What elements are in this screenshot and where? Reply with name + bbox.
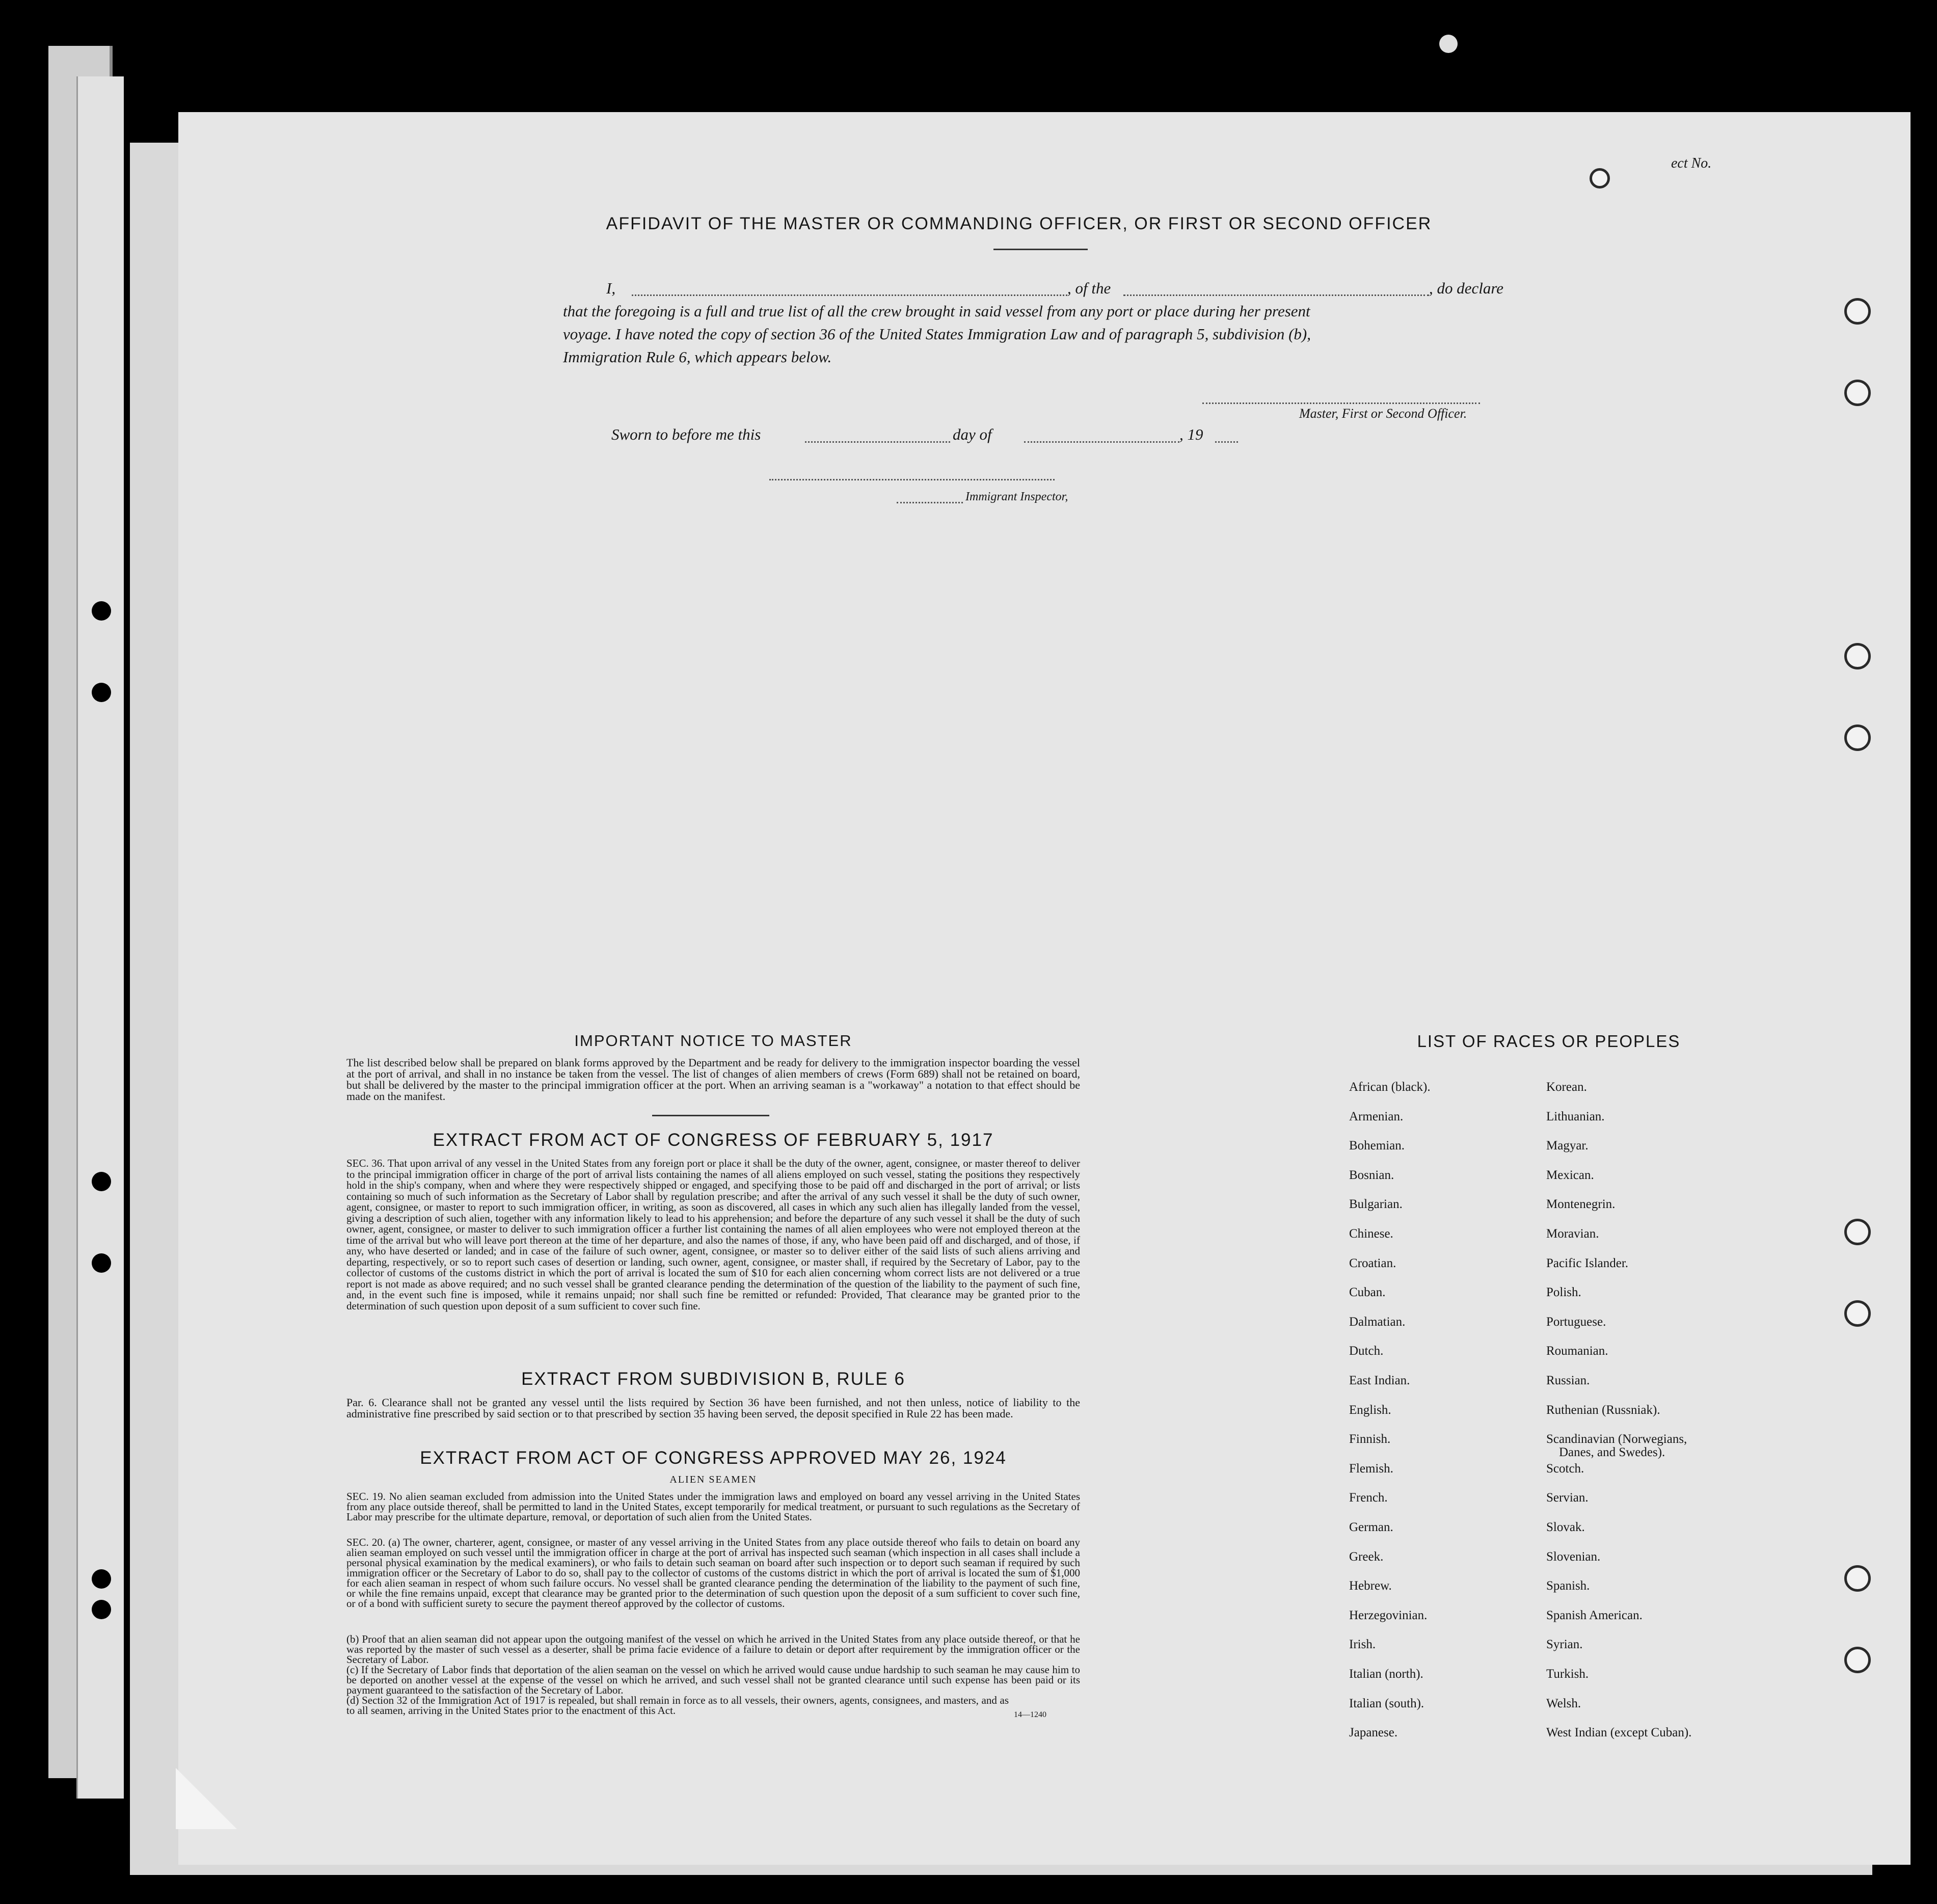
section-20c-text: (c) If the Secretary of Labor finds that deportation of the alien seaman on the vessel on which he arrived would cause undue hardship to such seaman he may cause him to be deported on another vessel at the expense of the vessel on which he arrived, and such vessel shall not be granted clearance until such expense has been paid or its payment guaranteed to the satisfaction of the Secretary of Labor. — [346, 1664, 1080, 1696]
race-item: Korean. — [1546, 1080, 1587, 1094]
notice-title: IMPORTANT NOTICE TO MASTER — [574, 1032, 852, 1050]
race-item: Welsh. — [1546, 1696, 1581, 1710]
day-of-label: day of — [953, 425, 992, 443]
punch-hole — [1844, 1565, 1871, 1592]
race-item: Dutch. — [1349, 1344, 1384, 1358]
punch-hole — [1844, 643, 1871, 669]
race-item: Portuguese. — [1546, 1315, 1606, 1329]
binder-hole — [92, 1172, 111, 1191]
affidavit-line-4: Immigration Rule 6, which appears below. — [563, 348, 832, 366]
section-20b-text: (b) Proof that an alien seaman did not appear upon the outgoing manifest of the vessel on which he arrived in the United States from any place outside thereof, or that he was reported by the master of such vessel as a deserter, shall be prima facie evidence of a failure to detain or deport after requirement by the immigration officer or the Secretary of Labor. — [346, 1633, 1080, 1666]
punch-hole — [1844, 298, 1871, 325]
race-item: French. — [1349, 1491, 1388, 1505]
race-item: Scandinavian (Norwegians, — [1546, 1432, 1687, 1446]
name-blank — [632, 294, 1067, 296]
race-item: Croatian. — [1349, 1256, 1396, 1270]
race-item: Mexican. — [1546, 1168, 1594, 1182]
folded-corner — [176, 1768, 237, 1829]
binder-hole — [92, 683, 111, 702]
race-item: Armenian. — [1349, 1109, 1404, 1123]
notice-text: The list described below shall be prepared on blank forms approved by the Department and be ready for delivery to the immigration inspector boarding the vessel at the port of arrival, and shall in no instance be taken from the vessel. The list of changes of alien members of crews (Form 689) shall not be retained on board, but shall be delivered by the master to the principal immigration officer at the port. When an arriving seaman is a "workaway" a notation to that effect should be made on the manifest. — [346, 1056, 1080, 1103]
vessel-blank — [1123, 294, 1429, 296]
race-item: Hebrew. — [1349, 1579, 1392, 1593]
year-blank — [1215, 441, 1238, 443]
race-item: Flemish. — [1349, 1461, 1393, 1476]
race-item: Herzegovinian. — [1349, 1608, 1428, 1622]
affidavit-line-3: voyage. I have noted the copy of section 36 of the United States Immigration Law and of paragraph 5, subdivision (b), — [563, 325, 1311, 343]
sworn-month-blank — [1024, 441, 1179, 443]
race-item: Spanish American. — [1546, 1608, 1643, 1622]
binder-hole — [92, 1600, 111, 1619]
tack-dot — [1439, 35, 1458, 53]
binder-hole — [92, 601, 111, 621]
race-item: Scotch. — [1546, 1461, 1584, 1476]
race-item: West Indian (except Cuban). — [1546, 1726, 1692, 1740]
race-item: Polish. — [1546, 1285, 1581, 1300]
race-item: Magyar. — [1546, 1139, 1589, 1153]
form-number: 14—1240 — [1014, 1710, 1046, 1719]
section-20d-text: (d) Section 32 of the Immigration Act of 1917 is repealed, but shall remain in force as to all vessels, their owners, agents, consignees, and masters, and as to all seamen, arriving in the United States prior to the enactment of this Act. — [346, 1694, 1009, 1717]
race-item: Greek. — [1349, 1549, 1384, 1564]
extract-rule6-title: EXTRACT FROM SUBDIVISION B, RULE 6 — [521, 1369, 905, 1389]
punch-hole — [1590, 168, 1610, 189]
binder-hole — [92, 1253, 111, 1273]
sworn-label: Sworn to before me this — [611, 425, 761, 443]
race-item: Japanese. — [1349, 1726, 1398, 1740]
race-item: Slovenian. — [1546, 1549, 1601, 1564]
binder-inner-spine — [76, 76, 124, 1799]
race-item: German. — [1349, 1520, 1393, 1534]
race-item: Bosnian. — [1349, 1168, 1394, 1182]
extract-1924-title: EXTRACT FROM ACT OF CONGRESS APPROVED MAY 26, 1924 — [420, 1448, 1007, 1468]
punch-hole — [1844, 725, 1871, 751]
inspector-signature-blank — [769, 479, 1055, 480]
affidavit-of-the: , of the — [1067, 279, 1111, 297]
race-item: Pacific Islander. — [1546, 1256, 1629, 1270]
race-item: Servian. — [1546, 1491, 1589, 1505]
inspector-prefix-blank — [897, 502, 963, 503]
race-item: Danes, and Swedes). — [1559, 1445, 1665, 1460]
race-item: Irish. — [1349, 1638, 1376, 1652]
race-item: Lithuanian. — [1546, 1109, 1605, 1123]
race-item: Moravian. — [1546, 1227, 1599, 1241]
extract-1917-text: SEC. 36. That upon arrival of any vessel in the United States from any foreign port or place it shall be the duty of the owner, agent, consignee, or master thereof to deliver to the principal immigration officer in charge of the port of arrival lists containing the names of all aliens employed on such vessel, stating the positions they respectively hold in the ship's company, when and where they were respectively shipped or engaged, and specifying those to be paid off and discharged in the port of arrival; or lists containing so much of such information as the Secretary of Labor shall by regulation prescribe; and after the arrival of any such vessel it shall be the duty of such owner, agent, consignee, or master to report to such immigration officer, in writing, as soon as discovered, all cases in which any such alien has illegally landed from the vessel, giving a description of such alien, together with any information likely to lead to his apprehension; and before the departure of any such vessel it shall be the duty of such owner, agent, consignee, or master to deliver to such immigration officer a further list containing the names of all alien employees who were not employed thereon at the time of the arrival but who will leave port thereon at the time of her departure, and also the names of those, if any, who have been paid off and discharged, and of those, if any, who have deserted or landed; and in case of the failure of such owner, agent, consignee, or master so to deliver either of the said lists of such aliens arriving and departing, respectively, or so to report such cases of desertion or landing, such owner, agent, consignee, or master shall, if required by the Secretary of Labor, pay to the collector of customs of the customs district in which the port of arrival is located the sum of $10 for each alien concerning whom correct lists are not delivered or a true report is not made as above required; and no such vessel shall be granted clearance pending the determination of the question of the liability to the payment of such fine, and, in the event such fine is imposed, while it remains unpaid; nor shall such fine be remitted or refunded: Provided, That clearance may be granted prior to the determination of such question upon deposit of a sum sufficient to cover such fine. — [346, 1157, 1080, 1312]
race-item: Spanish. — [1546, 1579, 1590, 1593]
race-item: Turkish. — [1546, 1667, 1589, 1681]
race-item: Cuban. — [1349, 1285, 1386, 1300]
sheet-number-mark: ect No. — [1671, 155, 1712, 171]
race-item: Italian (north). — [1349, 1667, 1423, 1681]
race-item: Montenegrin. — [1546, 1197, 1616, 1212]
extract-rule6-text: Par. 6. Clearance shall not be granted any vessel until the lists required by Section 36 have been furnished, and not then unless, notice of liability to the administrative fine prescribed by said section or to that prescribed by section 35 having been served, the deposit specified in Rule 22 has been made. — [346, 1396, 1080, 1420]
race-item: Ruthenian (Russniak). — [1546, 1403, 1660, 1417]
punch-hole — [1844, 1647, 1871, 1673]
section-19-text: SEC. 19. No alien seaman excluded from admission into the United States under the immigration laws and employed on board any vessel arriving in the United States from any place outside thereof, shall be permitted to land in the United States, except temporarily for medical treatment, or pursuant to such regulations as the Secretary of Labor may prescribe for the ultimate departure, removal, or deportation of such alien from the United States. — [346, 1490, 1080, 1523]
inspector-label: Immigrant Inspector, — [965, 490, 1068, 503]
title-divider — [993, 249, 1088, 250]
affidavit-title: AFFIDAVIT OF THE MASTER OR COMMANDING OFFICER, OR FIRST OR SECOND OFFICER — [606, 214, 1432, 233]
race-item: Roumanian. — [1546, 1344, 1608, 1358]
punch-hole — [1844, 1219, 1871, 1245]
race-item: Slovak. — [1546, 1520, 1585, 1534]
affidavit-line-2: that the foregoing is a full and true list of all the crew brought in said vessel from any port or place during her present — [563, 302, 1310, 320]
year-label: , 19 — [1179, 425, 1203, 443]
races-title: LIST OF RACES OR PEOPLES — [1417, 1032, 1681, 1051]
section-20a-text: SEC. 20. (a) The owner, charterer, agent, consignee, or master of any vessel arriving in the United States from any place outside thereof who fails to detain on board any alien seaman employed on such vessel until the immigration officer in charge at the port of arrival has inspected such seaman (which inspection in all cases shall include a personal physical examination by the medical examiners), or who fails to detain such seaman on board after such inspection or to deport such seaman if required by such immigration officer or the Secretary of Labor to do so, shall pay to the collector of customs of the customs district in which the port of arrival is located the sum of $1,000 for each alien seaman in respect of whom such failure occurs. No vessel shall be granted clearance pending the determination of the liability to the payment of such fine, or while the fine remains unpaid, except that clearance may be granted prior to the determination of such question upon the deposit of a sum sufficient to cover such fine, or of a bond with sufficient surety to secure the payment thereof approved by the collector of customs. — [346, 1536, 1080, 1610]
binder-hole — [92, 1569, 111, 1589]
race-item: Bohemian. — [1349, 1139, 1405, 1153]
race-item: Syrian. — [1546, 1638, 1583, 1652]
extract-1924-subtitle: ALIEN SEAMEN — [669, 1474, 757, 1485]
punch-hole — [1844, 1300, 1871, 1327]
race-item: Chinese. — [1349, 1227, 1393, 1241]
affidavit-i: I, — [606, 279, 616, 297]
race-item: Bulgarian. — [1349, 1197, 1403, 1212]
sworn-day-blank — [805, 441, 950, 443]
race-item: Russian. — [1546, 1374, 1590, 1387]
race-item: East Indian. — [1349, 1374, 1410, 1387]
race-item: African (black). — [1349, 1080, 1431, 1094]
signature-label: Master, First or Second Officer. — [1299, 406, 1467, 421]
extract-1917-title: EXTRACT FROM ACT OF CONGRESS OF FEBRUARY 5, 1917 — [433, 1130, 994, 1150]
signature-blank — [1202, 403, 1480, 404]
race-item: Dalmatian. — [1349, 1315, 1406, 1329]
race-item: Finnish. — [1349, 1432, 1391, 1446]
notice-divider — [652, 1115, 769, 1116]
affidavit-declare: , do declare — [1429, 279, 1504, 297]
punch-hole — [1844, 380, 1871, 406]
race-item: English. — [1349, 1403, 1391, 1417]
race-item: Italian (south). — [1349, 1696, 1424, 1710]
